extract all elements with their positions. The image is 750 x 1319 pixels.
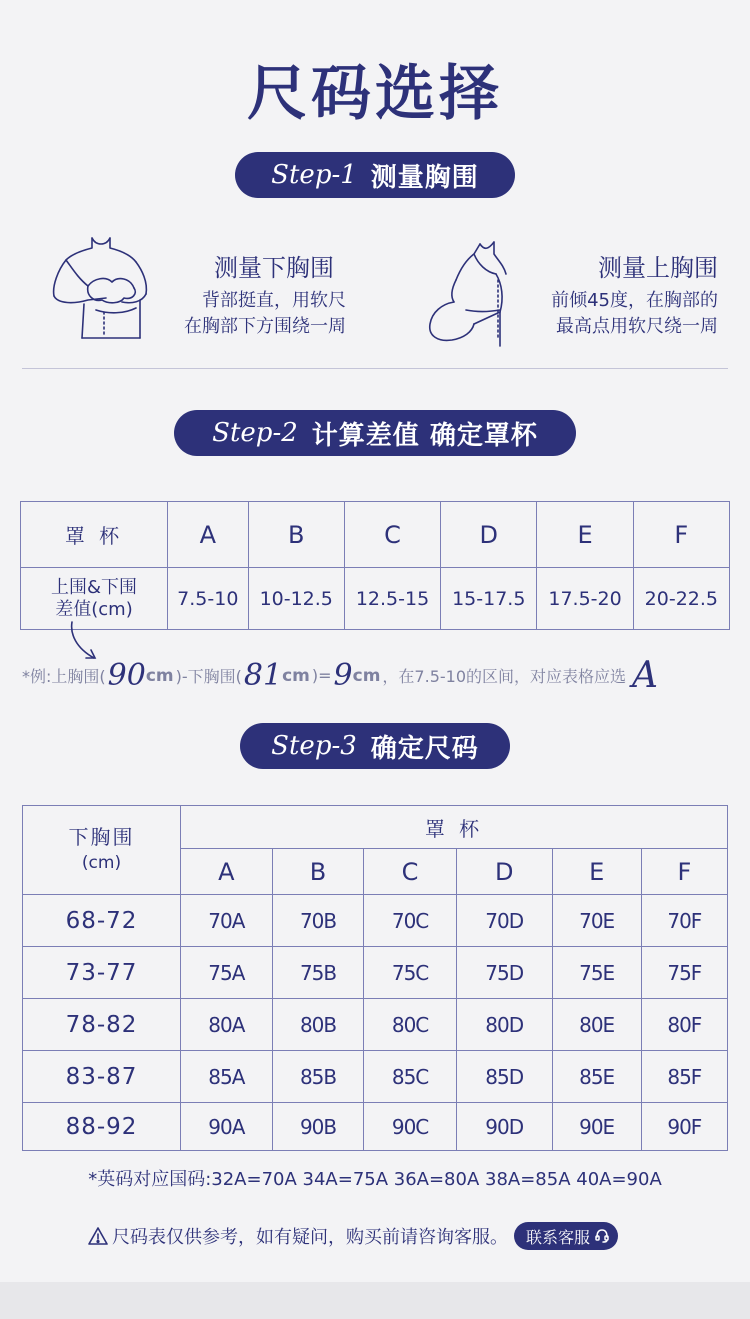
disclaimer-text: 尺码表仅供参考，如有疑问，购买前请咨询客服。 [112, 1227, 508, 1248]
size-cup-a: A [181, 849, 273, 895]
size-cell: 75F [641, 947, 727, 999]
step3-title: 确定尺码 [370, 733, 479, 764]
under-bust-label-cell [23, 806, 181, 895]
table-row [23, 1103, 728, 1151]
range-cell: 78-82 [23, 999, 181, 1051]
warning-icon [88, 1226, 108, 1246]
cup-a-header: A [168, 502, 249, 568]
size-table [22, 805, 728, 1151]
size-cup-c: C [364, 849, 456, 895]
size-cell: 90C [364, 1103, 456, 1151]
size-table-header-row [23, 806, 728, 849]
size-cell: 70D [456, 895, 552, 947]
over-bust-desc-line2: 最高点用软尺绕一周 [556, 316, 718, 337]
size-cup-d: D [456, 849, 552, 895]
size-cell: 85E [552, 1051, 641, 1103]
size-cell: 80C [364, 999, 456, 1051]
cup-f-header: F [633, 502, 729, 568]
size-cell: 75D [456, 947, 552, 999]
size-cup-e: E [552, 849, 641, 895]
size-cell: 85A [181, 1051, 273, 1103]
size-cell: 90E [552, 1103, 641, 1151]
range-cell: 68-72 [23, 895, 181, 947]
diff-e: 17.5-20 [537, 568, 633, 630]
section-divider [22, 368, 728, 369]
over-bust-desc [551, 288, 718, 340]
step1-title: 测量胸围 [370, 162, 479, 193]
cup-d-header: D [441, 502, 537, 568]
under-bust-figure-icon [48, 234, 158, 344]
size-cell: 80A [181, 999, 273, 1051]
size-conversion-footnote: *英码对应国码:32A=70A 34A=75A 36A=80A 38A=85A 40A=90A [88, 1169, 662, 1190]
step3-banner [240, 723, 510, 769]
size-cup-b: B [272, 849, 364, 895]
under-bust-label-line1: 下胸围 [68, 825, 135, 849]
example-diff-value: 9 [333, 658, 353, 693]
diff-a: 7.5-10 [168, 568, 249, 630]
diff-c: 12.5-15 [344, 568, 440, 630]
diff-f: 20-22.5 [633, 568, 729, 630]
page-title: 尺码选择 [247, 59, 503, 129]
diff-b: 10-12.5 [248, 568, 344, 630]
example-mid: )-下胸围( [175, 667, 242, 686]
disclaimer-notice [88, 1222, 618, 1250]
cup-header-label: 罩 杯 [21, 502, 168, 568]
example-eq: )= [311, 666, 332, 685]
size-cell: 80D [456, 999, 552, 1051]
step2-title: 计算差值 确定罩杯 [311, 420, 538, 451]
size-cell: 75C [364, 947, 456, 999]
example-suffix: ，在7.5-10的区间，对应表格应选 [382, 667, 627, 686]
size-cell: 75B [272, 947, 364, 999]
range-cell: 73-77 [23, 947, 181, 999]
size-cell: 70C [364, 895, 456, 947]
cup-b-header: B [248, 502, 344, 568]
size-cell: 75E [552, 947, 641, 999]
headset-icon [594, 1228, 610, 1244]
size-cell: 70B [272, 895, 364, 947]
size-cell: 70E [552, 895, 641, 947]
under-bust-label-line2: (cm) [81, 853, 122, 873]
size-cell: 90A [181, 1103, 273, 1151]
size-cell: 80E [552, 999, 641, 1051]
diff-label-line1: 上围&下围 [50, 576, 138, 598]
example-lower-value: 81 [243, 658, 283, 693]
example-diff-unit: cm [352, 665, 381, 686]
example-prefix: *例:上胸围( [22, 667, 106, 686]
cup-diff-row [21, 568, 730, 630]
table-row [23, 1051, 728, 1103]
size-cell: 85F [641, 1051, 727, 1103]
range-cell: 88-92 [23, 1103, 181, 1151]
example-calculation [22, 655, 658, 696]
step3-label: Step-3 [271, 731, 357, 761]
table-row [23, 895, 728, 947]
over-bust-figure-icon [424, 240, 520, 350]
under-bust-desc-line1: 背部挺直，用软尺 [202, 290, 346, 311]
bottom-strip [0, 1282, 750, 1319]
step1-banner [235, 152, 515, 198]
under-bust-title: 测量下胸围 [214, 254, 334, 282]
step2-label: Step-2 [212, 418, 298, 448]
under-bust-desc-line2: 在胸部下方围绕一周 [184, 316, 346, 337]
size-cell: 70F [641, 895, 727, 947]
under-bust-desc [184, 288, 346, 340]
size-cell: 90B [272, 1103, 364, 1151]
range-cell: 83-87 [23, 1051, 181, 1103]
cup-header-row [21, 502, 730, 568]
table-row [23, 947, 728, 999]
over-bust-title: 测量上胸围 [598, 254, 718, 282]
table-row [23, 999, 728, 1051]
size-cup-header: 罩 杯 [181, 806, 728, 849]
size-cell: 90D [456, 1103, 552, 1151]
example-upper-value: 90 [107, 658, 146, 693]
cup-e-header: E [537, 502, 633, 568]
size-cell: 85B [272, 1051, 364, 1103]
step1-label: Step-1 [271, 160, 357, 190]
diff-d: 15-17.5 [441, 568, 537, 630]
size-cell: 70A [181, 895, 273, 947]
size-cell: 85D [456, 1051, 552, 1103]
example-upper-unit: cm [145, 665, 174, 686]
size-cell: 75A [181, 947, 273, 999]
cup-table [20, 501, 730, 630]
diff-label-line2: 差值(cm) [55, 598, 133, 620]
size-cup-f: F [641, 849, 727, 895]
step2-banner [174, 410, 576, 456]
size-cell: 80B [272, 999, 364, 1051]
example-lower-unit: cm [282, 665, 310, 686]
over-bust-desc-line1: 前倾45度，在胸部的 [551, 290, 718, 311]
example-result: A [632, 655, 659, 696]
contact-service-label: 联系客服 [526, 1227, 591, 1247]
size-cell: 80F [641, 999, 727, 1051]
size-cell: 90F [641, 1103, 727, 1151]
cup-c-header: C [344, 502, 440, 568]
size-cell: 85C [364, 1051, 456, 1103]
contact-service-button[interactable] [514, 1222, 618, 1250]
